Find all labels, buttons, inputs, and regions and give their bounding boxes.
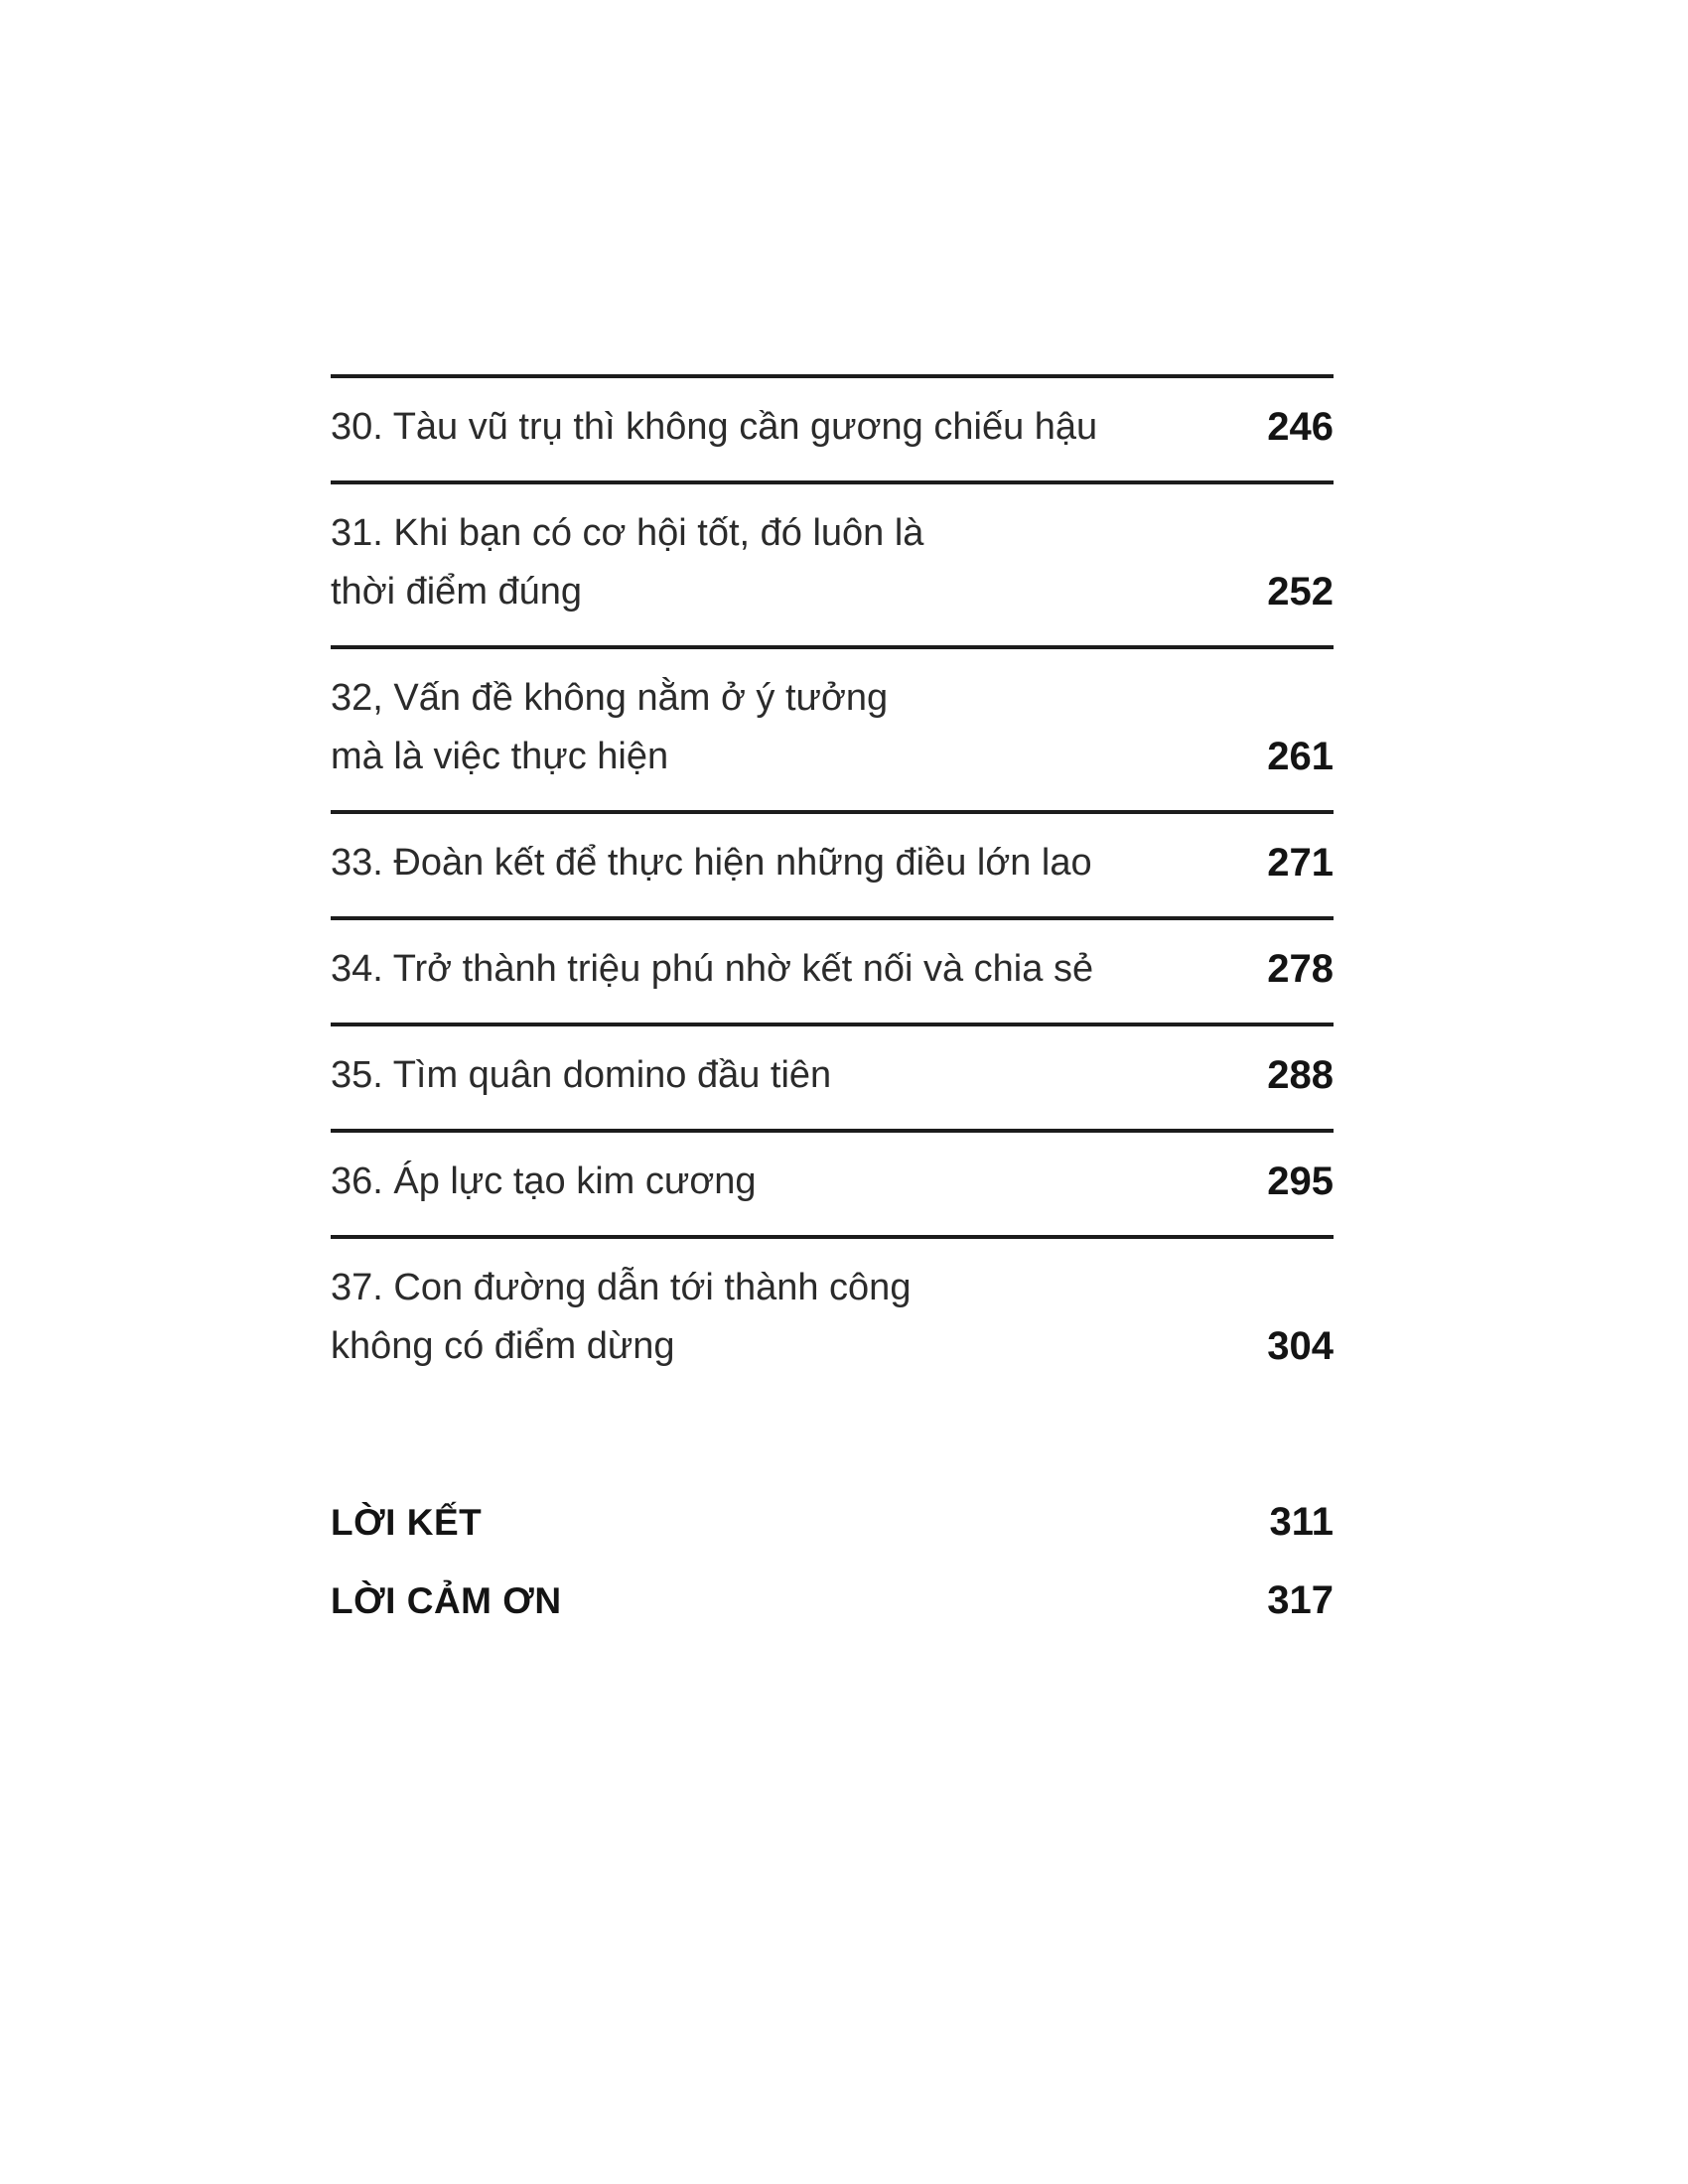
toc-entry-title xyxy=(331,504,923,621)
toc-entry-line: thời điểm đúng xyxy=(331,571,583,613)
toc-footer-title: LỜI KẾT xyxy=(331,1502,483,1543)
toc-entry-page-number: 252 xyxy=(1267,570,1334,614)
toc-footer-entry-loi-cam-on xyxy=(331,1562,1334,1640)
toc-footer-section xyxy=(331,1483,1334,1640)
toc-entry-page-number: 304 xyxy=(1267,1324,1334,1368)
toc-entry-line: 30. Tàu vũ trụ thì không cần gương chiếu hậu xyxy=(331,406,1098,448)
toc-entry-title xyxy=(331,1259,911,1376)
toc-entry-title xyxy=(331,669,888,786)
toc-entry-33 xyxy=(331,810,1334,916)
toc-entry-34 xyxy=(331,916,1334,1023)
toc-entry-title xyxy=(331,1153,757,1211)
toc-footer-page-number: 317 xyxy=(1267,1578,1334,1622)
toc-entry-32 xyxy=(331,645,1334,810)
toc-entry-page-number: 278 xyxy=(1267,947,1334,991)
toc-entry-line: mà là việc thực hiện xyxy=(331,736,669,777)
toc-entry-page-number: 288 xyxy=(1267,1053,1334,1097)
toc-entry-title xyxy=(331,398,1097,457)
toc-entry-page-number: 261 xyxy=(1267,735,1334,778)
table-of-contents xyxy=(331,374,1334,1640)
toc-entry-line: 36. Áp lực tạo kim cương xyxy=(331,1160,757,1202)
toc-entry-36 xyxy=(331,1129,1334,1235)
toc-entry-30 xyxy=(331,374,1334,480)
toc-entry-line: không có điểm dừng xyxy=(331,1325,675,1367)
toc-footer-entry-loi-ket xyxy=(331,1483,1334,1562)
toc-entry-title xyxy=(331,1046,831,1105)
toc-entry-37 xyxy=(331,1235,1334,1400)
toc-entry-line: 34. Trở thành triệu phú nhờ kết nối và chia sẻ xyxy=(331,948,1094,990)
toc-entry-title xyxy=(331,834,1092,892)
toc-entry-line: 32, Vấn đề không nằm ở ý tưởng xyxy=(331,677,889,719)
toc-footer-title: LỜI CẢM ƠN xyxy=(331,1580,562,1621)
toc-entry-line: 35. Tìm quân domino đầu tiên xyxy=(331,1054,832,1096)
toc-entry-title xyxy=(331,940,1093,999)
toc-entry-31 xyxy=(331,480,1334,645)
toc-entry-line: 37. Con đường dẫn tới thành công xyxy=(331,1267,912,1308)
toc-footer-page-number: 311 xyxy=(1269,1500,1334,1544)
toc-entry-line: 33. Đoàn kết để thực hiện những điều lớn lao xyxy=(331,842,1092,884)
toc-entry-page-number: 295 xyxy=(1267,1160,1334,1203)
toc-entry-page-number: 271 xyxy=(1267,841,1334,885)
toc-entry-line: 31. Khi bạn có cơ hội tốt, đó luôn là xyxy=(331,512,924,554)
toc-entry-35 xyxy=(331,1023,1334,1129)
toc-entry-page-number: 246 xyxy=(1267,405,1334,449)
